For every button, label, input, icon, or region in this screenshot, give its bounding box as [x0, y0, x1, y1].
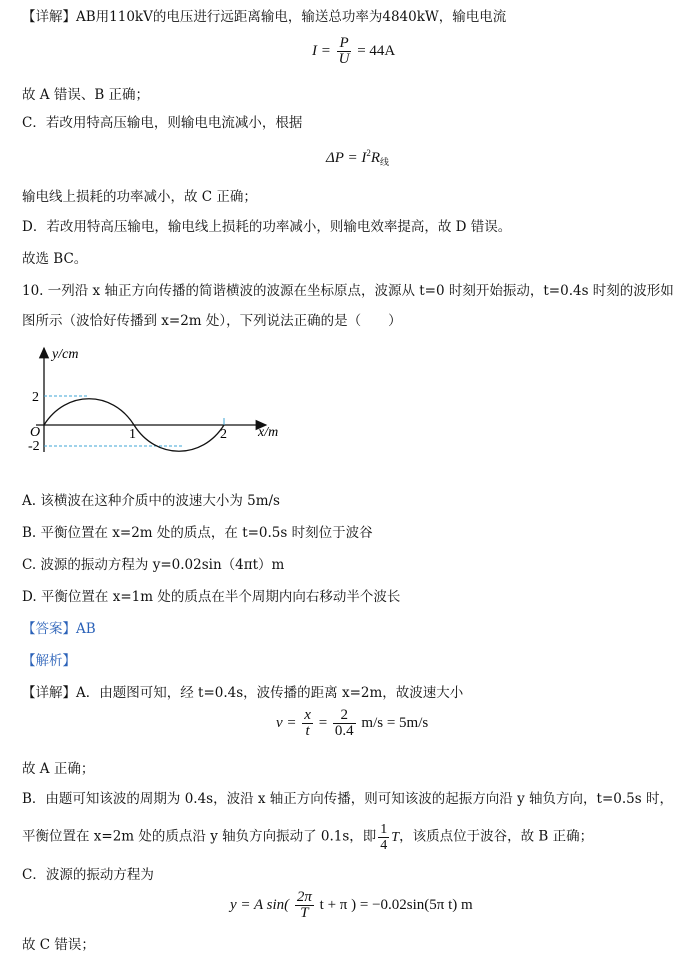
tick-1: 1 [129, 427, 136, 442]
line-explain-b: B．由题可知该波的周期为 0.4s，波沿 x 轴正方向传播，则可知该波的起振方向沿 y 轴负方向，t=0.5s 时， [22, 791, 673, 807]
line-choose-bc: 故选 BC。 [22, 251, 88, 267]
x-axis-label: x/m [258, 425, 279, 440]
equation-power-loss: $\Delta P = I^2R_线$ [326, 148, 389, 167]
option-c: C. 波源的振动方程为 y=0.02sin（4πt）m [22, 557, 285, 573]
y-axis-label: y/cm [52, 347, 79, 362]
tick-y-2: 2 [32, 390, 39, 405]
line-explain-ab: 【详解】AB用110kV的电压进行远距离输电，输送总功率为4840kW，输电电流 [22, 9, 507, 25]
line-explain-a: 【详解】A．由题图可知，经 t=0.4s，波传播的距离 x=2m，故波速大小 [22, 685, 464, 701]
line-c-source-eq: C．波源的振动方程为 [22, 867, 154, 883]
question-10-line1: 10. 一列沿 x 轴正方向传播的简谐横波的波源在坐标原点，波源从 t=0 时刻开始振动，t=0.4s 时刻的波形如 [22, 283, 674, 299]
option-a: A. 该横波在这种介质中的波速大小为 5m/s [22, 493, 280, 509]
tick-2: 2 [220, 427, 227, 442]
wave-graph [28, 340, 298, 460]
line-c-wrong: 故 C 错误； [22, 937, 95, 953]
question-10-line2: 图所示（波恰好传播到 x=2m 处），下列说法正确的是（ ） [22, 313, 402, 329]
line-d-wrong: D．若改用特高压输电，输电线上损耗的功率减小，则输电效率提高，故 D 错误。 [22, 219, 512, 235]
answer-label: 【答案】AB [22, 621, 96, 637]
equation-current: I = $\frac{P}{U}$ = 44A [312, 35, 396, 67]
option-d: D. 平衡位置在 x=1m 处的质点在半个周期内向右移动半个波长 [22, 589, 401, 605]
line-b-correct: 平衡位置在 x=2m 处的质点沿 y 轴负方向振动了 0.1s，即 $\frac{1}{4}$ T，该质点位于波谷，故 B 正确； [22, 822, 594, 853]
line-c-correct: 输电线上损耗的功率减小，故 C 正确； [22, 189, 257, 205]
line-a-wrong-b-right: 故 A 错误、B 正确； [22, 87, 150, 103]
equation-speed: v = $\frac{x}{t}$ = $\frac{2}{0.4}$ m/s = 5m/s [276, 707, 429, 739]
tick-y-neg2: -2 [28, 439, 40, 454]
analysis-label: 【解析】 [22, 653, 76, 669]
equation-source: y = A sin( $\frac{2\pi}{T}$ t + π ) = −0.02sin(5π t) m [230, 889, 473, 921]
line-c-intro: C．若改用特高压输电，则输电电流减小，根据 [22, 115, 303, 131]
origin-label: O [30, 425, 41, 440]
option-b: B. 平衡位置在 x=2m 处的质点，在 t=0.5s 时刻位于波谷 [22, 525, 373, 541]
line-a-correct: 故 A 正确； [22, 761, 95, 777]
